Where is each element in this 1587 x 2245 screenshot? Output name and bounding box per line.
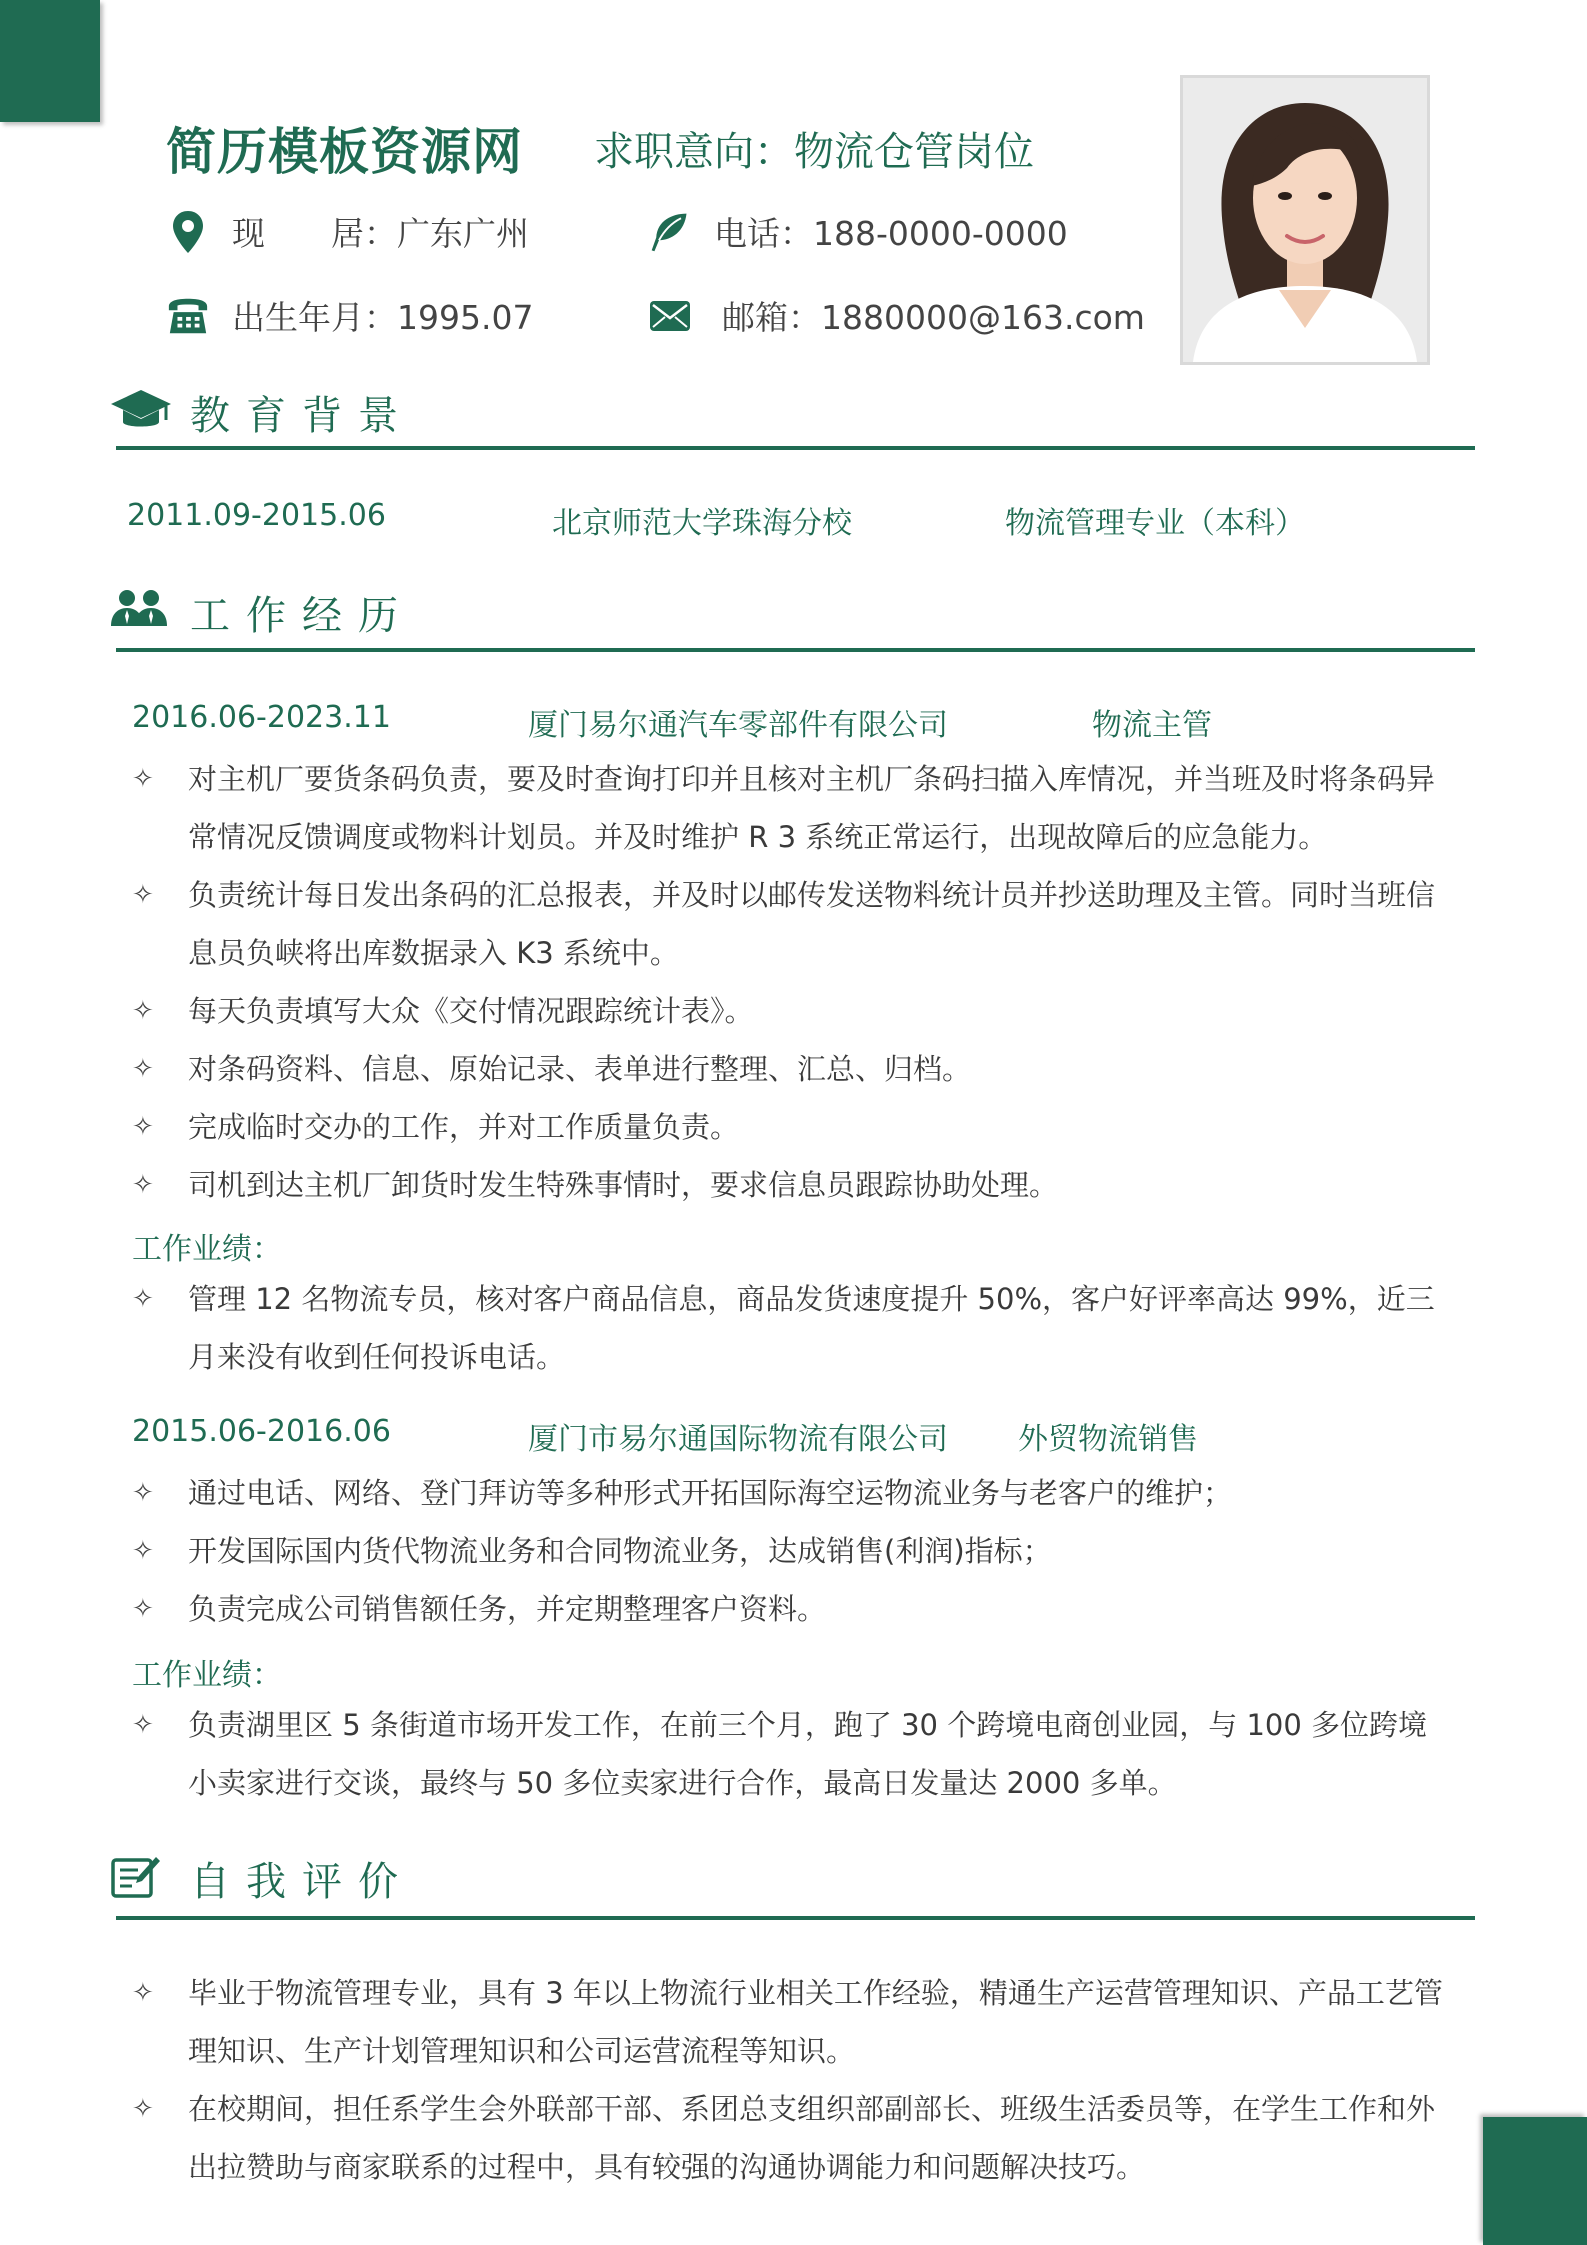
bullet-icon: ✧ (132, 996, 154, 1026)
residence-text: 现 居：广东广州 (232, 214, 529, 253)
section-self-eval (110, 1846, 1475, 1920)
edit-note-icon (110, 1854, 172, 1904)
job-intent: 求职意向：物流仓管岗位 (594, 129, 1034, 175)
residence-row (166, 208, 529, 255)
birth-text: 出生年月：1995.07 (232, 298, 534, 337)
job2-achievement-label: 工作业绩： (132, 1658, 282, 1693)
bullet-icon: ✧ (132, 764, 154, 794)
list-item: ✧ 管理 12 名物流专员，核对客户商品信息，商品发货速度提升 50%，客户好评率高达 99%，近三月来没有收到任何投诉电话。 (132, 1270, 1452, 1386)
self-eval-list (132, 1964, 1452, 2196)
job2-achievements (132, 1696, 1452, 1812)
phone-text: 电话：188-0000-0000 (714, 214, 1068, 253)
section-education (110, 380, 1475, 450)
list-item: ✧ 对条码资料、信息、原始记录、表单进行整理、汇总、归档。 (132, 1040, 1452, 1098)
portrait-illustration (1183, 78, 1427, 362)
bullet-icon: ✧ (132, 1594, 154, 1624)
phone-row (648, 208, 1068, 255)
corner-decoration-top-left (0, 0, 100, 122)
list-item: ✧ 对主机厂要货条码负责，要及时查询打印并且核对主机厂条码扫描入库情况，并当班及时将条码异常情况反馈调度或物料计划员。并及时维护 R 3 系统正常运行，出现故障后的应急能力。 (132, 750, 1452, 866)
education-period: 2011.09-2015.06 (127, 498, 386, 533)
team-icon (110, 588, 172, 638)
job2-duties (132, 1464, 1452, 1638)
job2-title: 外贸物流销售 (1018, 1422, 1198, 1457)
list-item: ✧ 通过电话、网络、登门拜访等多种形式开拓国际海空运物流业务与老客户的维护； (132, 1464, 1452, 1522)
section-title-work: 工作经历 (190, 593, 414, 639)
bullet-icon: ✧ (132, 2094, 154, 2124)
envelope-icon (648, 294, 692, 338)
leaf-icon (648, 210, 692, 254)
job1-duties (132, 750, 1452, 1214)
bullet-icon: ✧ (132, 1978, 154, 2008)
site-title: 简历模板资源网 (166, 123, 523, 181)
section-work (110, 580, 1475, 652)
education-school: 北京师范大学珠海分校 (552, 506, 852, 541)
bullet-icon: ✧ (132, 1054, 154, 1084)
telephone-icon (166, 294, 210, 338)
section-rule (116, 446, 1475, 450)
section-title-education: 教育背景 (190, 393, 414, 439)
bullet-icon: ✧ (132, 1710, 154, 1740)
bullet-icon: ✧ (132, 1478, 154, 1508)
bullet-icon: ✧ (132, 880, 154, 910)
graduation-cap-icon (110, 388, 172, 438)
job1-achievements (132, 1270, 1452, 1386)
bullet-icon: ✧ (132, 1170, 154, 1200)
corner-decoration-bottom-right (1483, 2117, 1587, 2245)
education-major: 物流管理专业（本科） (1005, 506, 1305, 541)
job1-period: 2016.06-2023.11 (132, 700, 391, 735)
list-item: ✧ 司机到达主机厂卸货时发生特殊事情时，要求信息员跟踪协助处理。 (132, 1156, 1452, 1214)
email-text: 邮箱：1880000@163.com (722, 298, 1145, 337)
job1-achievement-label: 工作业绩： (132, 1232, 282, 1267)
section-rule (116, 648, 1475, 652)
job2-company: 厦门市易尔通国际物流有限公司 (528, 1422, 948, 1457)
bullet-icon: ✧ (132, 1112, 154, 1142)
bullet-icon: ✧ (132, 1536, 154, 1566)
job1-company: 厦门易尔通汽车零部件有限公司 (528, 708, 948, 743)
email-row (648, 292, 1145, 339)
job2-period: 2015.06-2016.06 (132, 1414, 391, 1449)
location-pin-icon (166, 210, 210, 254)
list-item: ✧ 开发国际国内货代物流业务和合同物流业务，达成销售(利润)指标； (132, 1522, 1452, 1580)
list-item: ✧ 完成临时交办的工作，并对工作质量负责。 (132, 1098, 1452, 1156)
job1-title: 物流主管 (1092, 708, 1212, 743)
list-item: ✧ 毕业于物流管理专业，具有 3 年以上物流行业相关工作经验，精通生产运营管理知识、产品工艺管理知识、生产计划管理知识和公司运营流程等知识。 (132, 1964, 1452, 2080)
list-item: ✧ 每天负责填写大众《交付情况跟踪统计表》。 (132, 982, 1452, 1040)
list-item: ✧ 负责完成公司销售额任务，并定期整理客户资料。 (132, 1580, 1452, 1638)
profile-photo (1180, 75, 1430, 365)
list-item: ✧ 在校期间，担任系学生会外联部干部、系团总支组织部副部长、班级生活委员等，在学生工作和外出拉赞助与商家联系的过程中，具有较强的沟通协调能力和问题解决技巧。 (132, 2080, 1452, 2196)
bullet-icon: ✧ (132, 1284, 154, 1314)
section-title-self-eval: 自我评价 (190, 1859, 414, 1905)
section-rule (116, 1916, 1475, 1920)
birth-row (166, 292, 533, 339)
list-item: ✧ 负责湖里区 5 条街道市场开发工作，在前三个月，跑了 30 个跨境电商创业园，与 100 多位跨境小卖家进行交谈，最终与 50 多位卖家进行合作，最高日发量达 2000 多单。 (132, 1696, 1452, 1812)
list-item: ✧ 负责统计每日发出条码的汇总报表，并及时以邮传发送物料统计员并抄送助理及主管。同时当班信息员负峡将出库数据录入 K3 系统中。 (132, 866, 1452, 982)
